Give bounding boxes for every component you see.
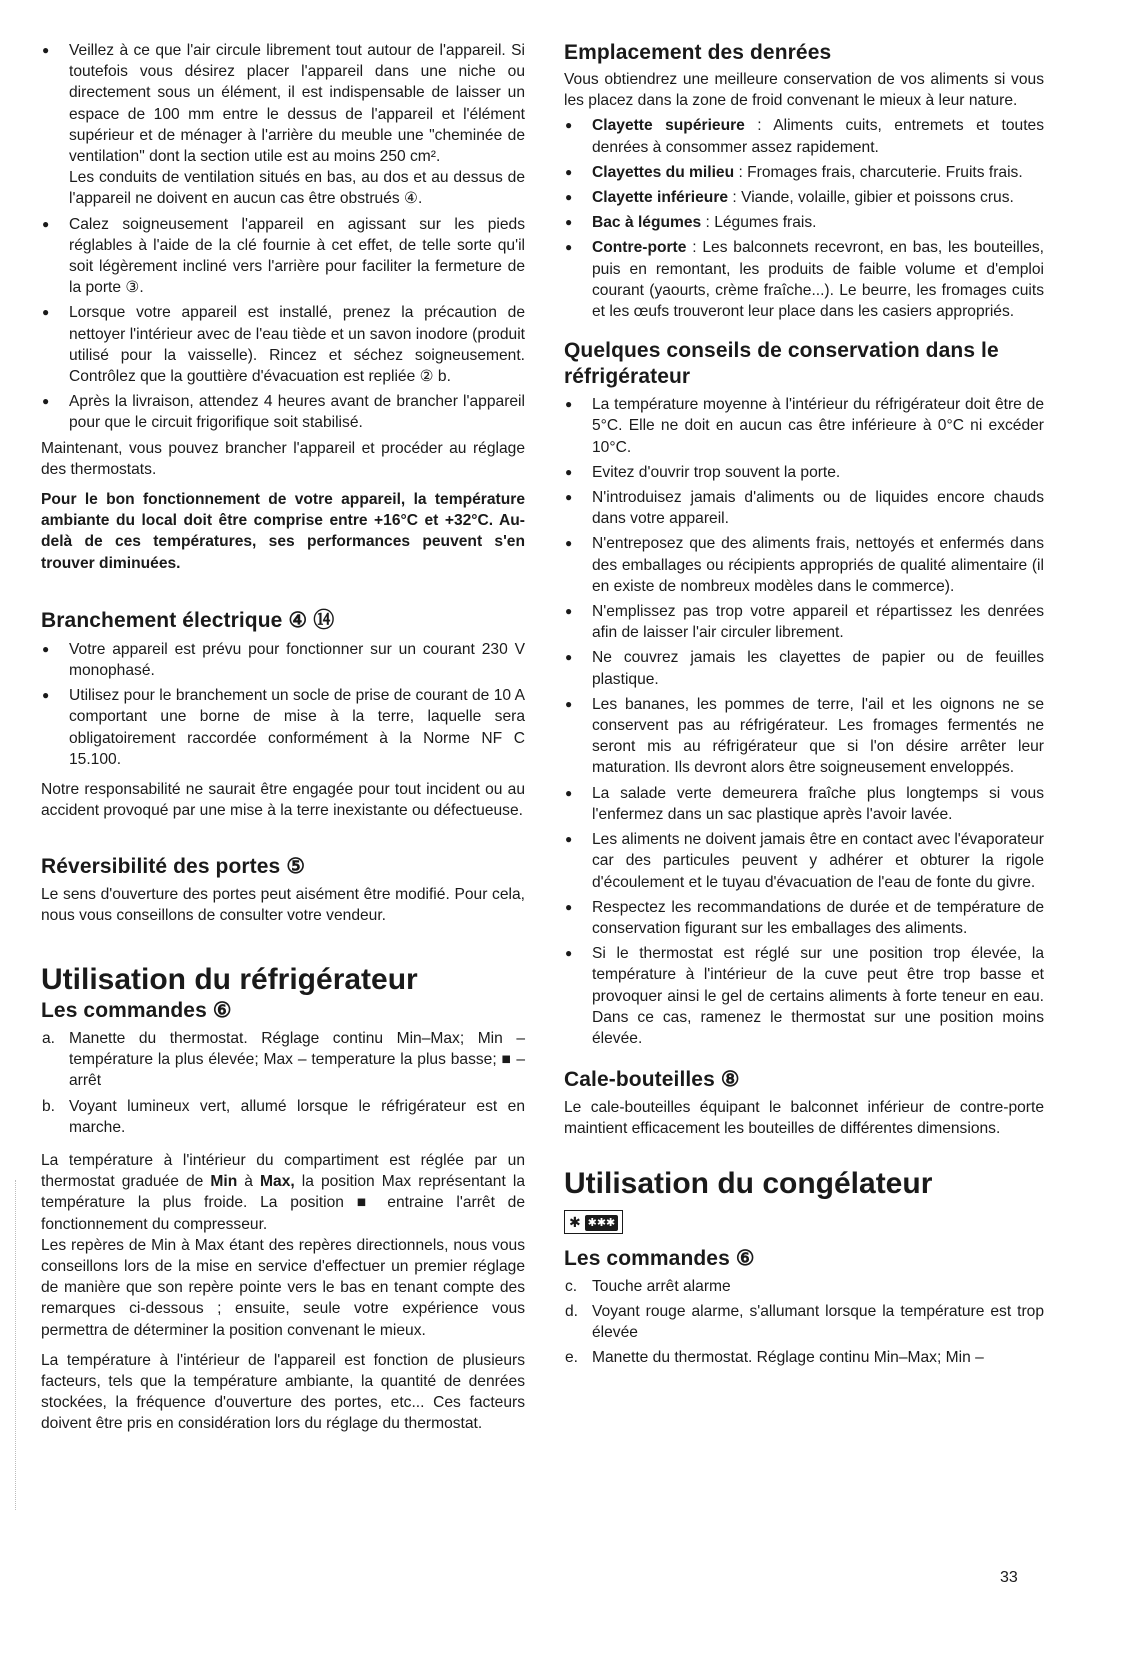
list-item: ● N'emplissez pas trop votre appareil et répartissez les denrées afin de laisser l'air circuler librement. [564, 601, 1044, 643]
list-item [564, 162, 1044, 183]
item-text: : Les balconnets recevront, en bas, les bouteilles, puis en remontant, les produits de faible volume et d'emploi courant (yaourts, crème fraîche...). Le beurre, les fromages cuits et les œufs trouveront leur place dans les casiers appropriés. [592, 239, 1044, 321]
item-text: : Légumes frais. [701, 214, 817, 232]
freezer-star-rating-icon [564, 1210, 623, 1234]
list-item: ● Lorsque votre appareil est installé, prenez la précaution de nettoyer l'intérieur avec de l'eau tiède et un savon inodore (produit utilisé pour la vaisselle). Rincez et séchez soigneusement. Contrôlez que la gouttière d'évacuation est repliée ② b. [41, 302, 525, 387]
item-text: Touche arrêt alarme [592, 1277, 731, 1295]
section-title-reversibilite: Réversibilité des portes ⑤ [41, 854, 306, 878]
page-number: 33 [1000, 1569, 1018, 1586]
section-title-commandes-congelateur: Les commandes ⑥ [564, 1246, 755, 1270]
section-title-commandes: Les commandes ⑥ [41, 998, 232, 1022]
item-letter: a. [42, 1029, 56, 1047]
list-item: ● Calez soigneusement l'appareil en agissant sur les pieds réglables à l'aide de la clé fournie à cet effet, de telle sorte qu'il soit légèrement incliné vers l'arrière pour faciliter la fermeture de la porte ③. [41, 214, 525, 299]
item-label: Contre-porte [592, 239, 687, 257]
scan-margin-mark [15, 1180, 18, 1510]
paragraph-reperes: Les repères de Min à Max étant des repères directionnels, nous vous conseillons lors de la mise en service d'effectuer un premier réglage de manière que son repère pointe vers le bas en tenant compte des remarques ci-dessous ; ensuite, seule votre expérience vous permettra de déterminer la position convenant le mieux. [41, 1236, 525, 1339]
item-letter: c. [565, 1277, 578, 1295]
list-item: ● Utilisez pour le branchement un socle de prise de courant de 10 A comportant une borne de mise à la terre, laquelle sera obligatoirement raccordée conformément à la Norme NF C 15.100. [41, 685, 525, 770]
paragraph-reversibilite: Le sens d'ouverture des portes peut aisément être modifié. Pour cela, nous vous conseillons de consulter votre vendeur. [41, 885, 525, 924]
list-item [564, 187, 1044, 208]
item-label: Clayette supérieure [592, 117, 745, 135]
item-text: : Viande, volaille, gibier et poissons crus. [728, 189, 1014, 207]
conseils-list [564, 394, 1044, 1049]
item-label: Bac à légumes [592, 214, 702, 232]
text-run-bold: Max, [260, 1173, 295, 1191]
commandes-congelateur-list [564, 1276, 1044, 1369]
list-item [564, 115, 1044, 157]
paragraph-maintenant: Maintenant, vous pouvez brancher l'appareil et procéder au réglage des thermostats. [41, 439, 525, 478]
text-run-bold: Min [210, 1173, 238, 1191]
list-item [564, 212, 1044, 233]
list-item: ● Evitez d'ouvrir trop souvent la porte. [564, 462, 1044, 483]
list-item [41, 1096, 525, 1138]
temperature-warning: Pour le bon fonctionnement de votre appareil, la température ambiante du local doit être comprise entre +16°C et +32°C. Au-delà de ces températures, ses performances peuvent s'en trouver diminuées. [41, 491, 525, 572]
item-letter: d. [565, 1302, 579, 1320]
chapter-title-refrigerateur: Utilisation du réfrigérateur [41, 962, 418, 996]
list-item: ● La salade verte demeurera fraîche plus longtemps si vous l'enfermez dans un sac plastique après l'avoir lavée. [564, 783, 1044, 825]
paragraph-emplacement: Vous obtiendrez une meilleure conservation de vos aliments si vous les placez dans la zone de froid convenant le mieux à leur nature. [564, 71, 1044, 110]
paragraph-responsabilite: Notre responsabilité ne saurait être engagée pour tout incident ou au accident provoqué par une mise à la terre inexistante ou défectueuse. [41, 781, 525, 820]
item-letter: e. [565, 1349, 579, 1367]
section-title-branchement: Branchement électrique ④ ⑭ [41, 608, 335, 632]
paragraph-cale-bouteilles: Le cale-bouteilles équipant le balconnet inférieur de contre-porte maintient efficacement les bouteilles de différentes dimensions. [564, 1099, 1044, 1138]
list-item: ● Votre appareil est prévu pour fonctionner sur un courant 230 V monophasé. [41, 639, 525, 681]
text-run: La température à l'intérieur du compartiment est réglée par un thermostat graduée de [41, 1151, 525, 1191]
item-text: : Fromages frais, charcuterie. Fruits frais. [734, 163, 1023, 181]
installation-list [41, 40, 525, 434]
text-run: la position Max représentant la température la plus froide. La position ■ entraine l'arrêt de fonctionnement du compresseur. [41, 1173, 525, 1233]
bullet-text: ● Veillez à ce que l'air circule librement tout autour de l'appareil. Si toutefois vous désirez placer l'appareil dans une niche ou directement sous un élément, il est indispensable de laisser un espace de 100 mm entre le dessus de l'appareil et l'élément supérieur et de ménager à l'arrière du meuble une "cheminée de ventilation" dont la section utile est au moins 250 cm². [69, 42, 525, 166]
chapter-title-congelateur: Utilisation du congélateur [564, 1166, 933, 1200]
list-item: ● Ne couvrez jamais les clayettes de papier ou de feuilles plastique. [564, 647, 1044, 689]
list-item: ● Si le thermostat est réglé sur une position trop élevée, la température à l'intérieur de la cuve peut être trop basse et provoquer ainsi le gel de certains aliments à forte teneur en eau. Dans ce cas, ramenez le thermostat sur une position moins élevée. [564, 943, 1044, 1049]
list-item [41, 1028, 525, 1092]
emplacement-list [564, 115, 1044, 322]
list-item: ● Les bananes, les pommes de terre, l'ail et les oignons ne se conservent pas au réfrigérateur. Les fromages fermentés ne seront mis au réfrigérateur que si l'on désire arrêter leur maturation. Ils devront alors être soigneusement enveloppés. [564, 694, 1044, 779]
commandes-list [41, 1028, 525, 1138]
paragraph-facteurs: La température à l'intérieur de l'appareil est fonction de plusieurs facteurs, tels que la température ambiante, la quantité de denrées stockées, la fréquence d'ouverture des portes, etc... Ces facteurs doivent être pris en considération lors du réglage du thermostat. [41, 1351, 525, 1433]
paragraph-thermostat [41, 1150, 525, 1235]
list-item [41, 40, 525, 210]
item-text: : Aliments cuits, entremets et toutes denrées à consommer assez rapidement. [592, 117, 1044, 156]
section-title-conseils: Quelques conseils de conservation dans le réfrigérateur [564, 339, 999, 389]
list-item [564, 1276, 1044, 1297]
bullet-text-extra: Les conduits de ventilation situés en bas, au dos et au dessus de l'appareil ne doivent en aucun cas être obstrués ④. [69, 169, 525, 208]
star-icon: ✱ [569, 1213, 581, 1230]
list-item: ● N'introduisez jamais d'aliments ou de liquides encore chauds dans votre appareil. [564, 487, 1044, 529]
branchement-list [41, 639, 525, 770]
item-label: Clayette inférieure [592, 189, 729, 207]
list-item: ● La température moyenne à l'intérieur du réfrigérateur doit être de 5°C. Elle ne doit en aucun cas être inférieure à 0°C ni excéder 10°C. [564, 394, 1044, 458]
list-item: ● Les aliments ne doivent jamais être en contact avec l'évaporateur car des particules peuvent y adhérer et obturer la rigole d'écoulement et le tuyau d'évacuation de l'eau de fonte du givre. [564, 829, 1044, 893]
left-column [41, 40, 525, 1435]
section-title-emplacement: Emplacement des denrées [564, 41, 832, 64]
text-run: à [237, 1173, 261, 1191]
section-title-cale-bouteilles: Cale-bouteilles ⑧ [564, 1068, 740, 1092]
list-item [564, 1301, 1044, 1343]
list-item: ● Après la livraison, attendez 4 heures avant de brancher l'appareil pour que le circuit frigorifique soit stabilisé. [41, 391, 525, 433]
item-text: Voyant rouge alarme, s'allumant lorsque la température est trop élevée [592, 1302, 1044, 1341]
item-label: Clayettes du milieu [592, 163, 735, 181]
list-item: ● Respectez les recommandations de durée et de température de conservation figurant sur les emballages des aliments. [564, 897, 1044, 939]
list-item [564, 1347, 1044, 1368]
right-column [564, 40, 1044, 1372]
item-letter: b. [42, 1097, 56, 1115]
three-star-icon: ✱✱✱ [585, 1215, 619, 1231]
list-item [564, 237, 1044, 322]
item-text: Manette du thermostat. Réglage continu Min–Max; Min – température la plus élevée; Max – temperature la plus basse; ■ – arrêt [69, 1029, 525, 1090]
item-text: Voyant lumineux vert, allumé lorsque le réfrigérateur est en marche. [69, 1097, 525, 1136]
item-text: Manette du thermostat. Réglage continu Min–Max; Min – [592, 1349, 984, 1367]
list-item: ● N'entreposez que des aliments frais, nettoyés et enfermés dans des emballages ou récipients appropriés de qualité alimentaire (il en existe de nombreux modèles dans le commerce). [564, 533, 1044, 597]
